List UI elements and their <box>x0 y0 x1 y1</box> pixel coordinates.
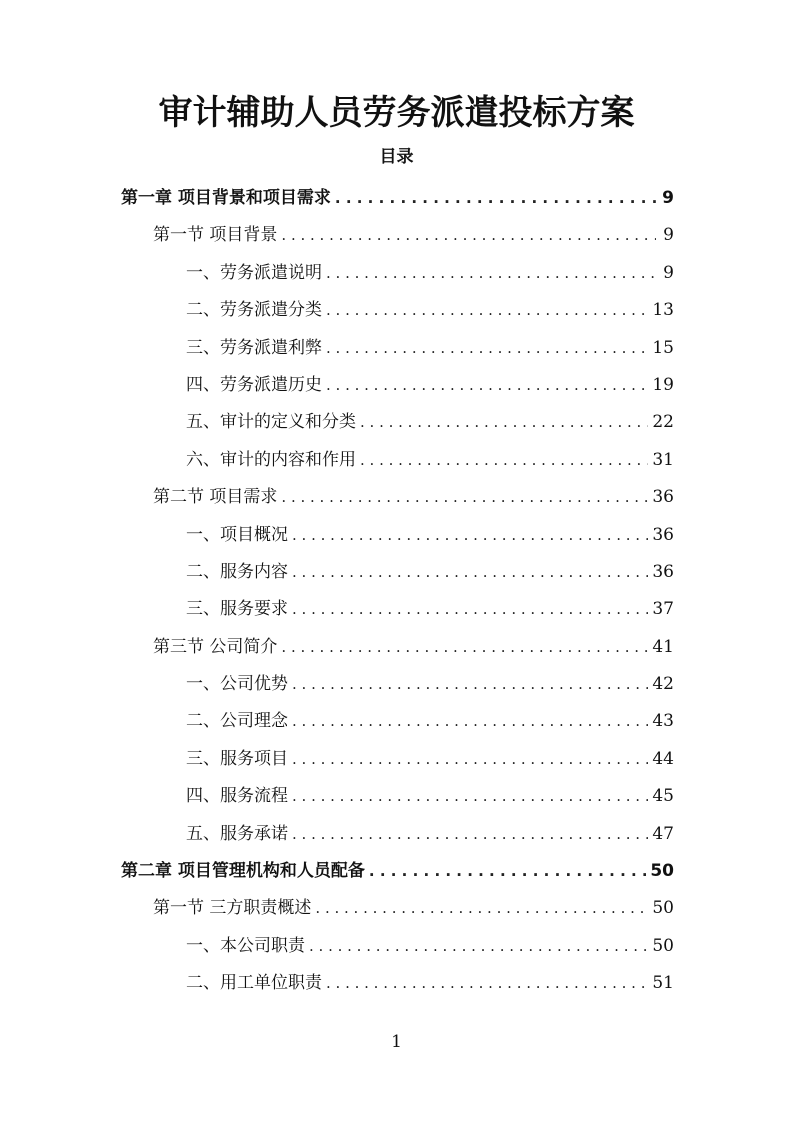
toc-subsection-entry[interactable] <box>186 703 674 740</box>
toc-section-entry[interactable] <box>153 890 674 927</box>
toc-entry-page-number: 36 <box>652 524 674 545</box>
toc-entry-page-number: 9 <box>663 225 674 246</box>
toc-subsection-entry[interactable] <box>186 255 674 292</box>
toc-entry-title: 第一章 项目背景和项目需求 <box>121 188 331 208</box>
toc-dot-leader <box>292 741 648 778</box>
toc-entry-title: 第二节 项目需求 <box>153 487 278 508</box>
toc-subsection-entry[interactable] <box>186 442 674 479</box>
toc-heading: 目录 <box>379 147 414 167</box>
toc-entry-title: 二、劳务派遣分类 <box>186 300 322 321</box>
toc-section-entry[interactable] <box>153 217 674 254</box>
toc-entry-title: 第一节 项目背景 <box>153 225 278 246</box>
toc-entry-title: 第三节 公司简介 <box>153 636 278 657</box>
toc-entry-title: 三、服务要求 <box>186 599 288 620</box>
toc-dot-leader <box>326 255 656 292</box>
toc-subsection-entry[interactable] <box>186 816 674 853</box>
toc-entry-page-number: 41 <box>652 636 674 657</box>
toc-dot-leader <box>292 778 648 815</box>
toc-subsection-entry[interactable] <box>186 778 674 815</box>
toc-chapter-entry[interactable] <box>121 180 674 217</box>
toc-entry-page-number: 15 <box>652 337 674 358</box>
toc-entry-title: 二、用工单位职责 <box>186 973 322 994</box>
toc-entry-page-number: 19 <box>652 374 674 395</box>
toc-dot-leader <box>326 965 648 1002</box>
toc-entry-title: 二、服务内容 <box>186 561 288 582</box>
toc-entry-title: 二、公司理念 <box>186 711 288 732</box>
toc-entry-page-number: 9 <box>662 188 674 208</box>
toc-subsection-entry[interactable] <box>186 741 674 778</box>
toc-dot-leader <box>360 442 648 479</box>
toc-entry-title: 五、审计的定义和分类 <box>186 412 356 433</box>
toc-entry-title: 第一节 三方职责概述 <box>153 898 312 919</box>
toc-entry-page-number: 37 <box>652 599 674 620</box>
toc-entry-page-number: 22 <box>652 412 674 433</box>
toc-entry-page-number: 31 <box>652 449 674 470</box>
toc-dot-leader <box>281 629 648 666</box>
toc-entry-title: 一、劳务派遣说明 <box>186 262 322 283</box>
toc-dot-leader <box>292 591 648 628</box>
toc-entry-page-number: 9 <box>663 262 674 283</box>
toc-entry-page-number: 42 <box>652 674 674 695</box>
toc-subsection-entry[interactable] <box>186 292 674 329</box>
toc-dot-leader <box>292 554 648 591</box>
toc-dot-leader <box>315 890 648 927</box>
toc-subsection-entry[interactable] <box>186 330 674 367</box>
toc-entry-title: 三、服务项目 <box>186 748 288 769</box>
toc-subsection-entry[interactable] <box>186 965 674 1002</box>
toc-dot-leader <box>292 517 648 554</box>
toc-entry-page-number: 47 <box>652 823 674 844</box>
toc-subsection-entry[interactable] <box>186 666 674 703</box>
toc-subsection-entry[interactable] <box>186 928 674 965</box>
toc-subsection-entry[interactable] <box>186 554 674 591</box>
toc-entry-title: 第二章 项目管理机构和人员配备 <box>121 861 365 882</box>
toc-entry-page-number: 51 <box>652 973 674 994</box>
toc-entry-page-number: 36 <box>652 561 674 582</box>
toc-dot-leader <box>369 853 646 890</box>
toc-chapter-entry[interactable] <box>121 853 674 890</box>
table-of-contents <box>0 180 793 1003</box>
toc-subsection-entry[interactable] <box>186 404 674 441</box>
toc-dot-leader <box>292 666 648 703</box>
toc-dot-leader <box>335 180 656 217</box>
toc-subsection-entry[interactable] <box>186 517 674 554</box>
toc-dot-leader <box>292 816 648 853</box>
toc-entry-page-number: 45 <box>652 786 674 807</box>
toc-dot-leader <box>326 367 648 404</box>
toc-subsection-entry[interactable] <box>186 591 674 628</box>
toc-entry-page-number: 13 <box>652 300 674 321</box>
toc-subsection-entry[interactable] <box>186 367 674 404</box>
toc-entry-title: 四、劳务派遣历史 <box>186 374 322 395</box>
toc-dot-leader <box>292 703 648 740</box>
toc-dot-leader <box>309 928 648 965</box>
toc-entry-title: 三、劳务派遣利弊 <box>186 337 322 358</box>
toc-section-entry[interactable] <box>153 629 674 666</box>
toc-entry-title: 一、公司优势 <box>186 674 288 695</box>
toc-entry-title: 四、服务流程 <box>186 786 288 807</box>
toc-section-entry[interactable] <box>153 479 674 516</box>
toc-entry-page-number: 36 <box>652 487 674 508</box>
toc-entry-page-number: 43 <box>652 711 674 732</box>
toc-dot-leader <box>360 404 648 441</box>
toc-entry-page-number: 50 <box>652 935 674 956</box>
toc-entry-page-number: 44 <box>652 748 674 769</box>
document-title: 审计辅助人员劳务派遣投标方案 <box>158 93 635 133</box>
page-number: 1 <box>391 1032 402 1052</box>
toc-entry-title: 一、本公司职责 <box>186 935 305 956</box>
toc-dot-leader <box>326 292 648 329</box>
toc-dot-leader <box>281 217 656 254</box>
toc-entry-title: 五、服务承诺 <box>186 823 288 844</box>
toc-entry-page-number: 50 <box>650 861 674 882</box>
toc-entry-title: 一、项目概况 <box>186 524 288 545</box>
toc-entry-title: 六、审计的内容和作用 <box>186 449 356 470</box>
toc-entry-page-number: 50 <box>652 898 674 919</box>
toc-dot-leader <box>281 479 648 516</box>
toc-dot-leader <box>326 330 648 367</box>
